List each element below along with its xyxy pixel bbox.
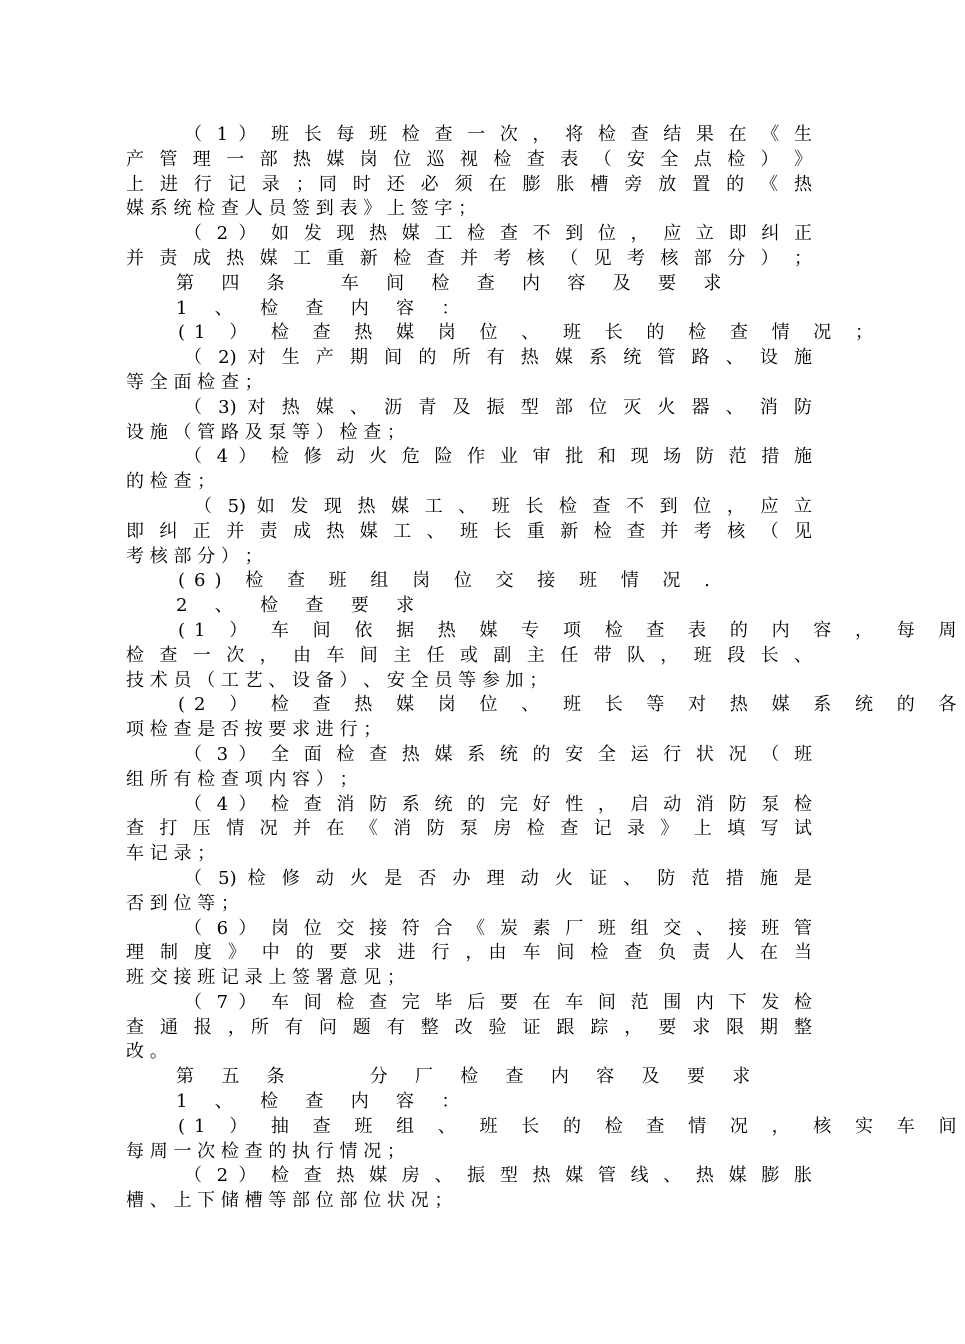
text-line: 即 纠 正 并 责 成 热 媒 工 、 班 长 重 新 检 查 并 考 核 （ 见 — [126, 520, 812, 542]
text-line: （ 4 ） 检 查 消 防 系 统 的 完 好 性 ， 启 动 消 防 泵 检 — [184, 793, 812, 815]
text-line: 2 、 检 查 要 求 — [176, 595, 425, 617]
text-line: 组 所 有 检 查 项 内 容 ） ； — [126, 768, 358, 790]
text-line: 考 核 部 分 ） ； — [126, 545, 263, 567]
text-line: 车 记 录 ； — [126, 843, 216, 865]
text-line: 每 周 一 次 检 查 的 执 行 情 况 ； — [126, 1140, 405, 1162]
text-line: 否 到 位 等 ； — [126, 892, 239, 914]
text-line: 槽 、 上 下 储 槽 等 部 位 部 位 状 况 ； — [126, 1190, 453, 1212]
text-line: 查 打 压 情 况 并 在 《 消 防 泵 房 检 查 记 录 》 上 填 写 试 — [126, 818, 812, 840]
text-line: （ 2) 对 生 产 期 间 的 所 有 热 媒 系 统 管 路 、 设 施 — [184, 347, 812, 369]
text-line: 改 。 — [126, 1041, 168, 1063]
text-line: (1 ） 抽 查 班 组 、 班 长 的 检 查 情 况 ， 核 实 车 间 — [178, 1115, 965, 1137]
text-line: （ 5) 检 修 动 火 是 否 办 理 动 火 证 、 防 范 措 施 是 — [184, 867, 812, 889]
document-body — [126, 123, 965, 1214]
text-line: 第 四 条 车 间 检 查 内 容 及 要 求 — [176, 272, 733, 294]
text-line: 设 施 （ 管 路 及 泵 等 ） 检 查 ； — [126, 421, 405, 443]
text-line: 第 五 条 分 厂 检 查 内 容 及 要 求 — [176, 1066, 761, 1088]
text-line: 理 制 度 》 中 的 要 求 进 行 ，由 车 间 检 查 负 责 人 在 当 — [126, 942, 812, 964]
text-line: 技 术 员 （ 工 艺 、 设 备 ） 、 安 全 员 等 参 加 ； — [126, 669, 548, 691]
text-line: （ 5) 如 发 现 热 媒 工 、 班 长 检 查 不 到 位 ， 应 立 — [194, 495, 812, 517]
text-line: （ 2 ） 如 发 现 热 媒 工 检 查 不 到 位 ， 应 立 即 纠 正 — [184, 223, 812, 245]
text-line: 检 查 一 次 ， 由 车 间 主 任 或 副 主 任 带 队 ， 班 段 长 、 — [126, 644, 812, 666]
text-line: 项 检 查 是 否 按 要 求 进 行 ； — [126, 719, 382, 741]
text-line: 查 通 报 ，所 有 问 题 有 整 改 验 证 跟 踪 ， 要 求 限 期 整 — [126, 1016, 812, 1038]
text-line: 媒 系 统 检 查 人 员 签 到 表 》 上 签 字 ； — [126, 198, 477, 220]
text-line: （ 3) 对 热 媒 、 沥 青 及 振 型 部 位 灭 火 器 、 消 防 — [184, 396, 812, 418]
text-line: （ 4 ） 检 修 动 火 危 险 作 业 审 批 和 现 场 防 范 措 施 — [184, 446, 812, 468]
text-line: 1 、 检 查 内 容 ： — [176, 1091, 471, 1113]
text-line: （ 6 ） 岗 位 交 接 符 合 《 炭 素 厂 班 组 交 、 接 班 管 — [184, 917, 812, 939]
text-line: (2 ） 检 查 热 媒 岗 位 、 班 长 等 对 热 媒 系 统 的 各 — [178, 694, 965, 716]
text-line: 产 管 理 一 部 热 媒 岗 位 巡 视 检 查 表 （ 安 全 点 检 ） 》 — [126, 148, 812, 170]
text-line: 的 检 查 ； — [126, 471, 216, 493]
text-line: （ 2 ） 检 查 热 媒 房 、 振 型 热 媒 管 线 、 热 媒 膨 胀 — [184, 1165, 812, 1187]
text-line: 1 、 检 查 内 容 ： — [176, 297, 471, 319]
text-line: 等 全 面 检 查 ； — [126, 371, 263, 393]
text-line: 并 责 成 热 媒 工 重 新 检 查 并 考 核 （ 见 考 核 部 分 ） ； — [126, 247, 812, 269]
text-line: (1 ） 车 间 依 据 热 媒 专 项 检 查 表 的 内 容 ， 每 周 — [178, 619, 965, 641]
text-line: （ 7 ） 车 间 检 查 完 毕 后 要 在 车 间 范 围 内 下 发 检 — [184, 991, 812, 1013]
text-line: (1 ） 检 查 热 媒 岗 位 、 班 长 的 检 查 情 况 ； — [178, 322, 883, 344]
text-line: （ 1 ） 班 长 每 班 检 查 一 次 ， 将 检 查 结 果 在 《 生 — [184, 124, 812, 145]
text-line: (6) 检 查 班 组 岗 位 交 接 班 情 况 . — [178, 570, 719, 592]
text-line: （ 3 ） 全 面 检 查 热 媒 系 统 的 安 全 运 行 状 况 （ 班 — [184, 743, 812, 765]
text-line: 上 进 行 记 录 ；同 时 还 必 须 在 膨 胀 槽 旁 放 置 的 《 热 — [126, 173, 812, 195]
text-line: 班 交 接 班 记 录 上 签 署 意 见 ； — [126, 967, 405, 989]
